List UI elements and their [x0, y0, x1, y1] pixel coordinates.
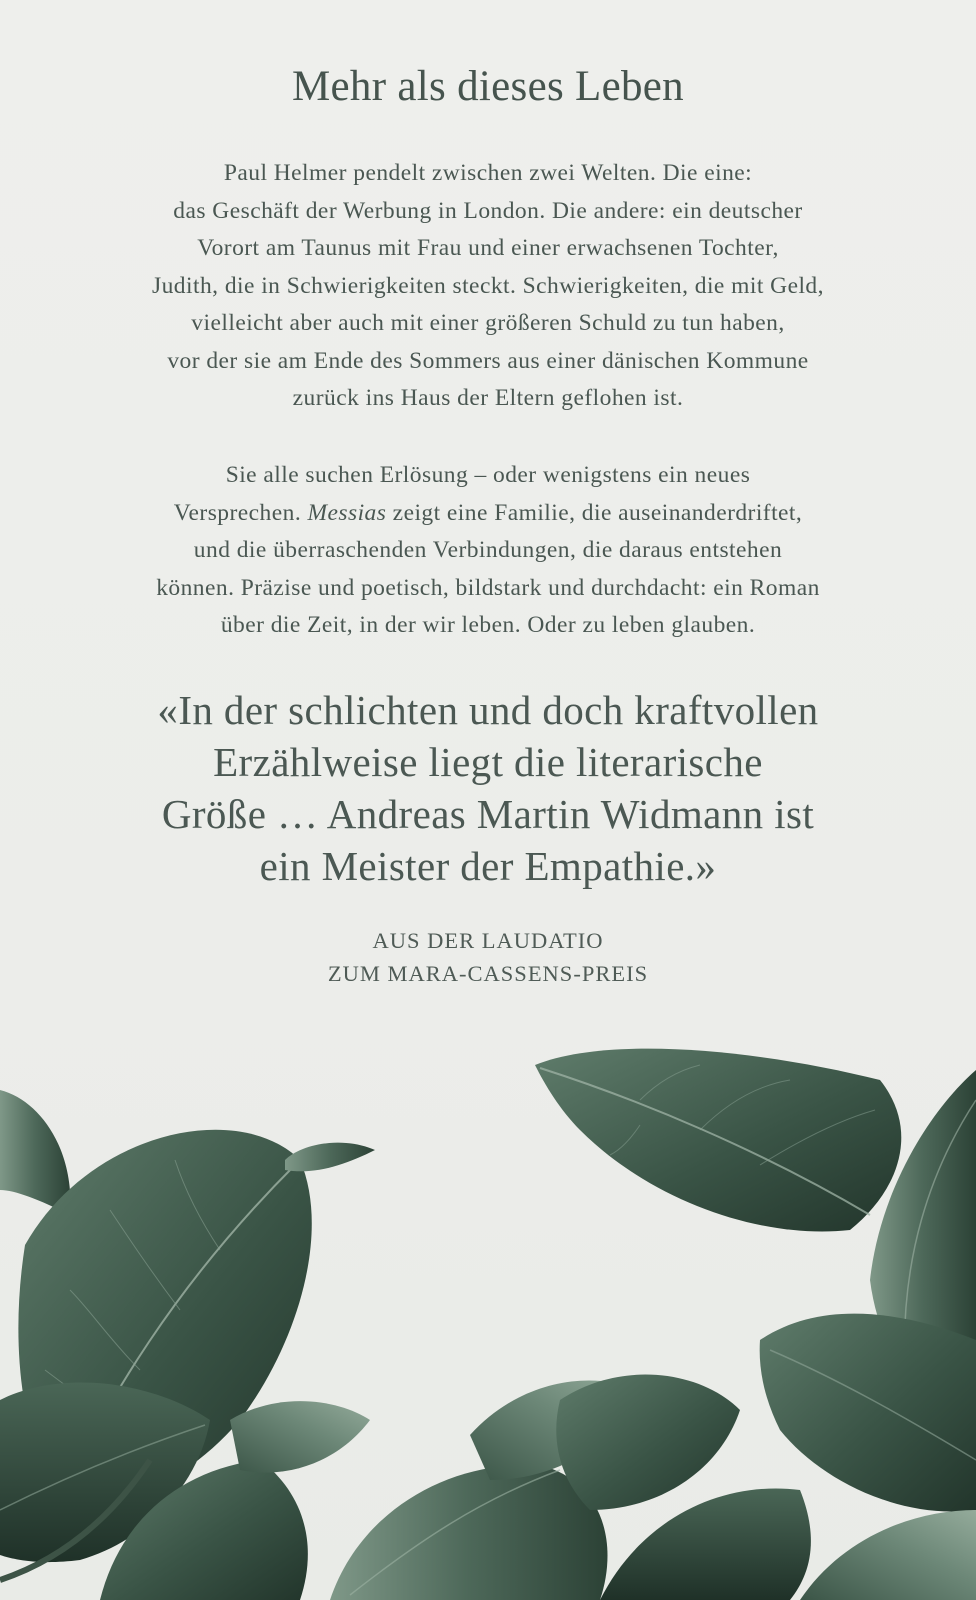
quote-source	[0, 924, 976, 990]
leaf-shape	[556, 1375, 740, 1510]
blurb-line	[90, 495, 886, 533]
blurb-line: Paul Helmer pendelt zwischen zwei Welten. Die eine:	[223, 160, 753, 186]
leaf-shape	[0, 1090, 70, 1215]
blurb-line: vielleicht aber auch mit einer größeren Schuld zu tun haben,	[191, 310, 785, 336]
leaf-shape	[600, 1488, 811, 1600]
book-title-italic: Messias	[307, 499, 387, 526]
leaf-shape	[285, 1143, 375, 1172]
leaf-shape	[800, 1510, 976, 1600]
blurb-line: und die überraschenden Verbindungen, die daraus entstehen	[193, 537, 783, 563]
blurb-line: über die Zeit, in der wir leben. Oder zu leben glauben.	[220, 612, 756, 638]
blurb-line: das Geschäft der Werbung in London. Die andere: ein deutscher	[173, 197, 803, 224]
leaf-shape	[230, 1401, 370, 1472]
source-line: ZUM MARA-CASSENS-PREIS	[327, 961, 649, 986]
blurb-text: zeigt eine Familie, die auseinanderdriftet,	[386, 499, 803, 526]
blurb-paragraph-1	[90, 155, 886, 418]
review-quote	[60, 684, 916, 892]
blurb-paragraph-2	[90, 457, 886, 645]
leaf-shape	[535, 1049, 901, 1232]
blurb-line: Vorort am Taunus mit Frau und einer erwachsenen Tochter,	[197, 235, 779, 261]
blurb-line: vor der sie am Ende des Sommers aus einer dänischen Kommune	[167, 347, 809, 374]
leaf-shape	[330, 1465, 608, 1600]
quote-line: «In der schlichten und doch kraftvollen	[157, 687, 819, 733]
page-title: Mehr als dieses Leben	[292, 63, 684, 110]
blurb-line: Judith, die in Schwierigkeiten steckt. Schwierigkeiten, die mit Geld,	[152, 272, 824, 299]
quote-line: ein Meister der Empathie.»	[259, 843, 717, 889]
leaf-shape	[760, 1314, 976, 1512]
quote-line: Größe … Andreas Martin Widmann ist	[161, 791, 815, 837]
source-line: AUS DER LAUDATIO	[372, 928, 604, 953]
blurb-line: Sie alle suchen Erlösung – oder wenigstens ein neues	[225, 462, 751, 488]
blurb-text: Versprechen.	[173, 499, 308, 526]
rubber-plant-leaves-image	[0, 1040, 976, 1600]
quote-line: Erzählweise liegt die literarische	[213, 739, 763, 785]
blurb-line: zurück ins Haus der Eltern geflohen ist.	[292, 385, 684, 411]
blurb-line: können. Präzise und poetisch, bildstark und durchdacht: ein Roman	[156, 574, 820, 601]
